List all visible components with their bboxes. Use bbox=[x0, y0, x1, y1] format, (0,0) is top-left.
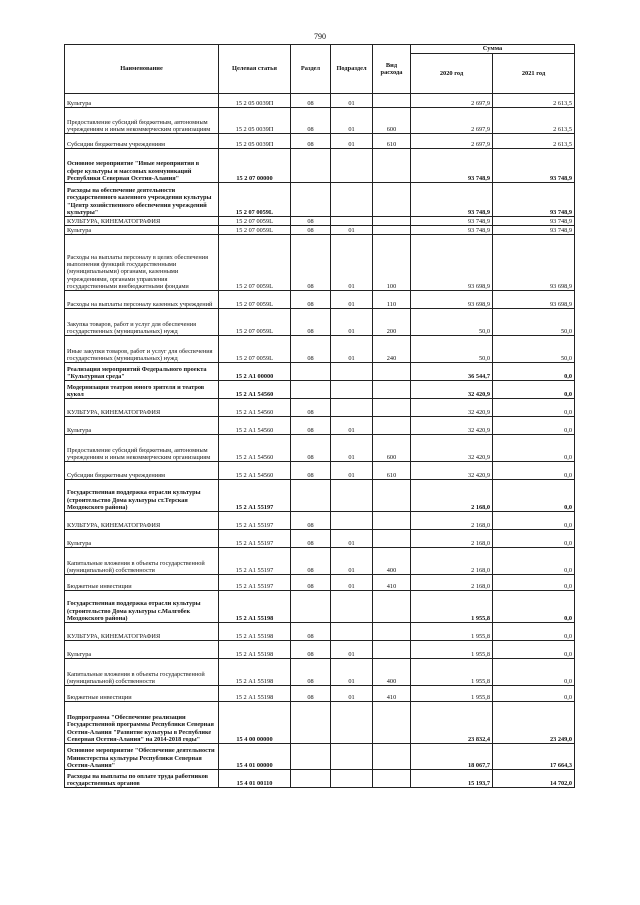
cell-code: 15 2 А1 55197 bbox=[219, 530, 291, 548]
header-section: Раздел bbox=[291, 45, 331, 94]
cell-2021: 93 698,9 bbox=[493, 291, 575, 309]
cell-subsection bbox=[331, 217, 373, 226]
cell-code: 15 2 07 0059L bbox=[219, 291, 291, 309]
table-row bbox=[65, 336, 575, 363]
cell-section bbox=[291, 480, 331, 512]
cell-expense-type bbox=[373, 530, 411, 548]
cell-2021: 93 748,9 bbox=[493, 183, 575, 217]
cell-expense-type: 410 bbox=[373, 686, 411, 702]
cell-code: 15 2 А1 55197 bbox=[219, 480, 291, 512]
cell-name: Культура bbox=[65, 417, 219, 435]
cell-section bbox=[291, 149, 331, 183]
cell-name: Предоставление субсидий бюджетным, автономным учреждениям и иным некоммерческим организациям bbox=[65, 435, 219, 462]
cell-section bbox=[291, 381, 331, 399]
page-number: 790 bbox=[314, 32, 326, 41]
cell-subsection: 01 bbox=[331, 417, 373, 435]
cell-subsection bbox=[331, 381, 373, 399]
cell-name: Государственная поддержка отрасли культуры (строительство Дома культуры ст.Терская Моздокского района) bbox=[65, 480, 219, 512]
cell-subsection: 01 bbox=[331, 336, 373, 363]
cell-2020: 1 955,8 bbox=[411, 686, 493, 702]
cell-section: 08 bbox=[291, 217, 331, 226]
cell-2020: 93 748,9 bbox=[411, 183, 493, 217]
cell-2021: 0,0 bbox=[493, 659, 575, 686]
cell-code: 15 2 А1 55197 bbox=[219, 548, 291, 575]
cell-expense-type bbox=[373, 399, 411, 417]
table-row bbox=[65, 381, 575, 399]
cell-2020: 93 748,9 bbox=[411, 217, 493, 226]
cell-2021: 2 613,5 bbox=[493, 134, 575, 149]
cell-name: Расходы на выплаты персоналу казенных учреждений bbox=[65, 291, 219, 309]
cell-subsection: 01 bbox=[331, 575, 373, 591]
cell-2020: 50,0 bbox=[411, 309, 493, 336]
cell-2020: 93 698,9 bbox=[411, 291, 493, 309]
cell-name: КУЛЬТУРА, КИНЕМАТОГРАФИЯ bbox=[65, 512, 219, 530]
cell-subsection: 01 bbox=[331, 641, 373, 659]
cell-name: Культура bbox=[65, 226, 219, 235]
cell-2021: 0,0 bbox=[493, 381, 575, 399]
cell-code: 15 2 А1 55198 bbox=[219, 623, 291, 641]
cell-expense-type bbox=[373, 226, 411, 235]
cell-2020: 50,0 bbox=[411, 336, 493, 363]
cell-code: 15 2 А1 55197 bbox=[219, 575, 291, 591]
table-row bbox=[65, 591, 575, 623]
table-row bbox=[65, 686, 575, 702]
cell-2020: 15 193,7 bbox=[411, 770, 493, 788]
header-name: Наименование bbox=[65, 45, 219, 94]
cell-expense-type bbox=[373, 744, 411, 770]
cell-2020: 2 168,0 bbox=[411, 575, 493, 591]
cell-code: 15 2 А1 00000 bbox=[219, 363, 291, 381]
cell-section: 08 bbox=[291, 399, 331, 417]
cell-2021: 2 613,5 bbox=[493, 108, 575, 134]
table-row bbox=[65, 417, 575, 435]
cell-code: 15 2 07 0059L bbox=[219, 226, 291, 235]
cell-2020: 2 168,0 bbox=[411, 480, 493, 512]
cell-name: Основное мероприятие "Иные мероприятия в сфере культуры и массовых коммуникаций Республики Северная Осетия-Алания" bbox=[65, 149, 219, 183]
cell-section: 08 bbox=[291, 512, 331, 530]
cell-section: 08 bbox=[291, 417, 331, 435]
cell-2021: 0,0 bbox=[493, 462, 575, 480]
cell-2021: 0,0 bbox=[493, 641, 575, 659]
cell-2020: 32 420,9 bbox=[411, 381, 493, 399]
cell-2021: 0,0 bbox=[493, 530, 575, 548]
cell-name: Капитальные вложения в объекты государственной (муниципальной) собственности bbox=[65, 659, 219, 686]
cell-expense-type: 200 bbox=[373, 309, 411, 336]
cell-2021: 0,0 bbox=[493, 417, 575, 435]
cell-section: 08 bbox=[291, 659, 331, 686]
cell-name: КУЛЬТУРА, КИНЕМАТОГРАФИЯ bbox=[65, 217, 219, 226]
cell-2020: 1 955,8 bbox=[411, 591, 493, 623]
cell-subsection bbox=[331, 770, 373, 788]
cell-name: Расходы на обеспечение деятельности государственного казенного учреждения культуры "Центр хозяйственного обеспечения учреждений культуры" bbox=[65, 183, 219, 217]
cell-2020: 23 832,4 bbox=[411, 702, 493, 744]
cell-code: 15 2 А1 55198 bbox=[219, 659, 291, 686]
cell-2021: 93 748,9 bbox=[493, 226, 575, 235]
cell-code: 15 2 05 0039П bbox=[219, 94, 291, 108]
cell-section: 08 bbox=[291, 291, 331, 309]
header-subsection: Подраздел bbox=[331, 45, 373, 94]
cell-code: 15 2 А1 55197 bbox=[219, 512, 291, 530]
cell-expense-type: 610 bbox=[373, 134, 411, 149]
cell-code: 15 2 07 0059L bbox=[219, 217, 291, 226]
cell-2020: 2 168,0 bbox=[411, 512, 493, 530]
table-row bbox=[65, 183, 575, 217]
header-expense-type: Вид расхода bbox=[373, 45, 411, 94]
cell-subsection bbox=[331, 149, 373, 183]
cell-expense-type: 400 bbox=[373, 659, 411, 686]
cell-2020: 1 955,8 bbox=[411, 659, 493, 686]
cell-subsection bbox=[331, 399, 373, 417]
cell-section bbox=[291, 702, 331, 744]
cell-name: КУЛЬТУРА, КИНЕМАТОГРАФИЯ bbox=[65, 399, 219, 417]
cell-expense-type bbox=[373, 183, 411, 217]
cell-subsection: 01 bbox=[331, 462, 373, 480]
cell-code: 15 2 07 0059L bbox=[219, 336, 291, 363]
cell-expense-type bbox=[373, 770, 411, 788]
header-sum: Сумма bbox=[411, 45, 575, 54]
table-row bbox=[65, 149, 575, 183]
cell-2021: 0,0 bbox=[493, 686, 575, 702]
cell-2021: 50,0 bbox=[493, 309, 575, 336]
cell-code: 15 2 05 0039П bbox=[219, 108, 291, 134]
table-row bbox=[65, 702, 575, 744]
table-row bbox=[65, 530, 575, 548]
cell-2020: 36 544,7 bbox=[411, 363, 493, 381]
cell-code: 15 2 07 00000 bbox=[219, 149, 291, 183]
cell-section: 08 bbox=[291, 641, 331, 659]
cell-code: 15 2 07 0059L bbox=[219, 309, 291, 336]
table-row bbox=[65, 575, 575, 591]
cell-subsection bbox=[331, 591, 373, 623]
cell-subsection bbox=[331, 183, 373, 217]
cell-2020: 1 955,8 bbox=[411, 641, 493, 659]
table-row bbox=[65, 480, 575, 512]
cell-2021: 23 249,0 bbox=[493, 702, 575, 744]
cell-2021: 0,0 bbox=[493, 363, 575, 381]
cell-section: 08 bbox=[291, 462, 331, 480]
cell-code: 15 2 А1 54560 bbox=[219, 417, 291, 435]
cell-name: Расходы на выплаты персоналу в целях обеспечения выполнения функций государственными (муниципальными) органами, казенными учреждениями, органами управления государственными внебюджетными фондами bbox=[65, 235, 219, 291]
cell-name: Бюджетные инвестиции bbox=[65, 575, 219, 591]
cell-subsection bbox=[331, 744, 373, 770]
cell-expense-type: 410 bbox=[373, 575, 411, 591]
cell-subsection: 01 bbox=[331, 659, 373, 686]
cell-expense-type: 600 bbox=[373, 108, 411, 134]
table-row bbox=[65, 744, 575, 770]
cell-subsection: 01 bbox=[331, 548, 373, 575]
cell-expense-type: 600 bbox=[373, 435, 411, 462]
cell-2021: 17 664,3 bbox=[493, 744, 575, 770]
cell-section: 08 bbox=[291, 435, 331, 462]
cell-2021: 0,0 bbox=[493, 399, 575, 417]
cell-expense-type: 110 bbox=[373, 291, 411, 309]
cell-2020: 32 420,9 bbox=[411, 417, 493, 435]
cell-section: 08 bbox=[291, 548, 331, 575]
cell-name: Капитальные вложения в объекты государственной (муниципальной) собственности bbox=[65, 548, 219, 575]
cell-code: 15 4 00 00000 bbox=[219, 702, 291, 744]
cell-subsection: 01 bbox=[331, 108, 373, 134]
cell-expense-type bbox=[373, 94, 411, 108]
cell-code: 15 2 07 0059L bbox=[219, 235, 291, 291]
cell-2021: 0,0 bbox=[493, 575, 575, 591]
cell-expense-type bbox=[373, 702, 411, 744]
table-row bbox=[65, 512, 575, 530]
table-row bbox=[65, 462, 575, 480]
table-body bbox=[65, 94, 575, 788]
cell-section: 08 bbox=[291, 575, 331, 591]
cell-section bbox=[291, 591, 331, 623]
cell-section: 08 bbox=[291, 623, 331, 641]
cell-2021: 0,0 bbox=[493, 435, 575, 462]
cell-2021: 50,0 bbox=[493, 336, 575, 363]
cell-code: 15 2 А1 55198 bbox=[219, 686, 291, 702]
cell-section bbox=[291, 770, 331, 788]
cell-subsection: 01 bbox=[331, 686, 373, 702]
table-row bbox=[65, 548, 575, 575]
cell-subsection: 01 bbox=[331, 435, 373, 462]
budget-table bbox=[64, 44, 575, 788]
cell-name: Реализация мероприятий Федерального проекта "Культурная среда" bbox=[65, 363, 219, 381]
cell-2020: 1 955,8 bbox=[411, 623, 493, 641]
header-code: Целевая статья bbox=[219, 45, 291, 94]
cell-section: 08 bbox=[291, 226, 331, 235]
cell-expense-type bbox=[373, 512, 411, 530]
cell-name: Иные закупки товаров, работ и услуг для обеспечения государственных (муниципальных) нужд bbox=[65, 336, 219, 363]
cell-subsection: 01 bbox=[331, 235, 373, 291]
cell-name: Расходы на выплаты по оплате труда работников государственных органов bbox=[65, 770, 219, 788]
cell-expense-type bbox=[373, 591, 411, 623]
cell-name: Предоставление субсидий бюджетным, автономным учреждениям и иным некоммерческим организациям bbox=[65, 108, 219, 134]
table-row bbox=[65, 309, 575, 336]
cell-expense-type bbox=[373, 417, 411, 435]
table-row bbox=[65, 770, 575, 788]
header-year-2020: 2020 год bbox=[411, 54, 493, 94]
cell-expense-type bbox=[373, 217, 411, 226]
cell-expense-type bbox=[373, 623, 411, 641]
cell-code: 15 2 А1 54560 bbox=[219, 435, 291, 462]
table-row bbox=[65, 94, 575, 108]
cell-name: Основное мероприятие "Обеспечение деятельности Министерства культуры Республики Северная Осетия-Алания" bbox=[65, 744, 219, 770]
cell-2021: 0,0 bbox=[493, 512, 575, 530]
cell-section: 08 bbox=[291, 134, 331, 149]
cell-2021: 93 748,9 bbox=[493, 149, 575, 183]
table-row bbox=[65, 226, 575, 235]
cell-2020: 2 697,9 bbox=[411, 134, 493, 149]
table-row bbox=[65, 623, 575, 641]
cell-subsection: 01 bbox=[331, 94, 373, 108]
cell-name: Государственная поддержка отрасли культуры (строительство Дома культуры с.Малгобек Моздокского района) bbox=[65, 591, 219, 623]
cell-expense-type bbox=[373, 480, 411, 512]
cell-section: 08 bbox=[291, 235, 331, 291]
cell-code: 15 2 А1 55198 bbox=[219, 641, 291, 659]
cell-section: 08 bbox=[291, 686, 331, 702]
table-row bbox=[65, 641, 575, 659]
cell-name: Культура bbox=[65, 530, 219, 548]
cell-code: 15 2 А1 54560 bbox=[219, 462, 291, 480]
cell-section: 08 bbox=[291, 530, 331, 548]
cell-2020: 2 697,9 bbox=[411, 108, 493, 134]
cell-name: Бюджетные инвестиции bbox=[65, 686, 219, 702]
table-row bbox=[65, 435, 575, 462]
table-row bbox=[65, 659, 575, 686]
cell-2020: 32 420,9 bbox=[411, 462, 493, 480]
cell-section bbox=[291, 744, 331, 770]
cell-subsection bbox=[331, 363, 373, 381]
header-year-2021: 2021 год bbox=[493, 54, 575, 94]
cell-subsection: 01 bbox=[331, 226, 373, 235]
cell-subsection: 01 bbox=[331, 530, 373, 548]
table-row bbox=[65, 217, 575, 226]
cell-expense-type: 610 bbox=[373, 462, 411, 480]
cell-subsection bbox=[331, 623, 373, 641]
cell-expense-type: 100 bbox=[373, 235, 411, 291]
cell-2020: 93 698,9 bbox=[411, 235, 493, 291]
cell-2021: 0,0 bbox=[493, 623, 575, 641]
cell-2021: 0,0 bbox=[493, 480, 575, 512]
cell-name: Модернизация театров юного зрителя и театров кукол bbox=[65, 381, 219, 399]
cell-code: 15 4 01 00000 bbox=[219, 744, 291, 770]
cell-subsection bbox=[331, 702, 373, 744]
cell-subsection bbox=[331, 512, 373, 530]
cell-code: 15 2 А1 54560 bbox=[219, 381, 291, 399]
cell-2020: 32 420,9 bbox=[411, 399, 493, 417]
cell-name: Подпрограмма "Обеспечение реализации Государственной программы Республики Северная Осетия-Алания "Развитие культуры в Республике Северная Осетия-Алания" на 2014-2018 годы" bbox=[65, 702, 219, 744]
cell-expense-type bbox=[373, 149, 411, 183]
cell-2021: 2 613,5 bbox=[493, 94, 575, 108]
cell-section bbox=[291, 183, 331, 217]
cell-2021: 14 702,0 bbox=[493, 770, 575, 788]
cell-subsection: 01 bbox=[331, 309, 373, 336]
cell-name: Культура bbox=[65, 94, 219, 108]
cell-2020: 93 748,9 bbox=[411, 226, 493, 235]
cell-subsection: 01 bbox=[331, 291, 373, 309]
table-row bbox=[65, 291, 575, 309]
cell-expense-type: 240 bbox=[373, 336, 411, 363]
cell-expense-type bbox=[373, 641, 411, 659]
cell-2021: 93 698,9 bbox=[493, 235, 575, 291]
cell-code: 15 2 07 0059L bbox=[219, 183, 291, 217]
cell-2021: 0,0 bbox=[493, 548, 575, 575]
cell-2020: 32 420,9 bbox=[411, 435, 493, 462]
cell-section: 08 bbox=[291, 309, 331, 336]
table-row bbox=[65, 235, 575, 291]
cell-section bbox=[291, 363, 331, 381]
cell-name: Субсидии бюджетным учреждениям bbox=[65, 462, 219, 480]
cell-section: 08 bbox=[291, 94, 331, 108]
table-row bbox=[65, 134, 575, 149]
cell-name: Закупка товаров, работ и услуг для обеспечения государственных (муниципальных) нужд bbox=[65, 309, 219, 336]
table-row bbox=[65, 108, 575, 134]
cell-2020: 2 168,0 bbox=[411, 530, 493, 548]
cell-code: 15 4 01 00110 bbox=[219, 770, 291, 788]
cell-2021: 0,0 bbox=[493, 591, 575, 623]
cell-2020: 2 697,9 bbox=[411, 94, 493, 108]
cell-section: 08 bbox=[291, 336, 331, 363]
cell-name: Субсидии бюджетным учреждениям bbox=[65, 134, 219, 149]
cell-subsection bbox=[331, 480, 373, 512]
cell-name: КУЛЬТУРА, КИНЕМАТОГРАФИЯ bbox=[65, 623, 219, 641]
table-row bbox=[65, 399, 575, 417]
cell-expense-type bbox=[373, 381, 411, 399]
cell-2020: 2 168,0 bbox=[411, 548, 493, 575]
cell-code: 15 2 А1 55198 bbox=[219, 591, 291, 623]
cell-section: 08 bbox=[291, 108, 331, 134]
table-row bbox=[65, 363, 575, 381]
cell-2021: 93 748,9 bbox=[493, 217, 575, 226]
cell-code: 15 2 05 0039П bbox=[219, 134, 291, 149]
cell-name: Культура bbox=[65, 641, 219, 659]
cell-code: 15 2 А1 54560 bbox=[219, 399, 291, 417]
cell-2020: 93 748,9 bbox=[411, 149, 493, 183]
cell-expense-type: 400 bbox=[373, 548, 411, 575]
cell-2020: 18 067,7 bbox=[411, 744, 493, 770]
cell-expense-type bbox=[373, 363, 411, 381]
cell-subsection: 01 bbox=[331, 134, 373, 149]
